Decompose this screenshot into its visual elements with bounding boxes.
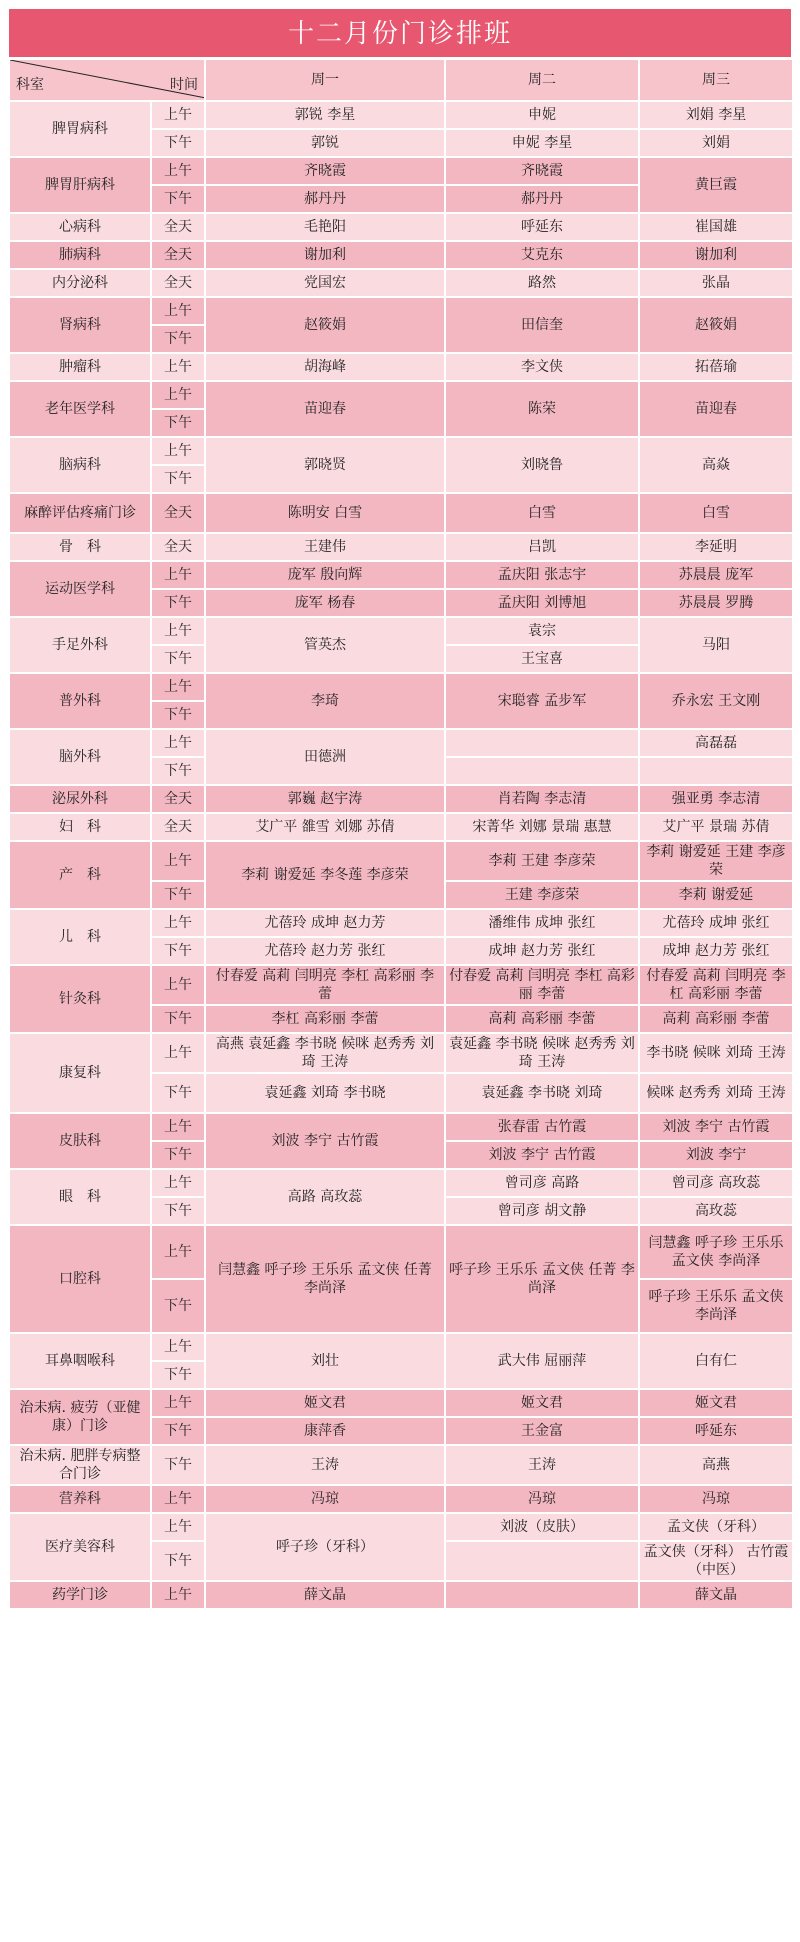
doctor-cell-mon: 尤蓓玲 成坤 赵力芳 <box>205 909 445 937</box>
session-time: 上午 <box>151 101 205 129</box>
table-row <box>9 1113 793 1141</box>
table-row <box>9 617 793 645</box>
doctor-cell-wed: 李莉 谢爱延 王建 李彦荣 <box>639 841 793 881</box>
doctor-cell-mon: 郭锐 李星 <box>205 101 445 129</box>
doctor-cell-mon: 党国宏 <box>205 269 445 297</box>
table-row <box>9 813 793 841</box>
doctor-cell-wed: 白雪 <box>639 493 793 533</box>
doctor-cell-tue: 艾克东 <box>445 241 639 269</box>
header-time-label: 时间 <box>170 77 198 93</box>
department-name: 骨 科 <box>9 533 151 561</box>
doctor-cell-tue <box>445 757 639 785</box>
doctor-cell-mon: 管英杰 <box>205 617 445 673</box>
doctor-cell-wed: 谢加利 <box>639 241 793 269</box>
doctor-cell-wed: 刘娟 <box>639 129 793 157</box>
session-time: 全天 <box>151 785 205 813</box>
department-name: 口腔科 <box>9 1225 151 1333</box>
doctor-cell-mon: 赵筱娟 <box>205 297 445 353</box>
doctor-cell-tue: 王涛 <box>445 1445 639 1485</box>
session-time: 下午 <box>151 1197 205 1225</box>
doctor-cell-tue <box>445 729 639 757</box>
doctor-cell-mon: 苗迎春 <box>205 381 445 437</box>
doctor-cell-mon: 康萍香 <box>205 1417 445 1445</box>
doctor-cell-wed: 马阳 <box>639 617 793 673</box>
session-time: 上午 <box>151 353 205 381</box>
doctor-cell-wed: 刘娟 李星 <box>639 101 793 129</box>
session-time: 下午 <box>151 1417 205 1445</box>
doctor-cell-tue: 冯琼 <box>445 1485 639 1513</box>
doctor-cell-tue: 曾司彦 高路 <box>445 1169 639 1197</box>
session-time: 全天 <box>151 493 205 533</box>
department-name: 麻醉评估疼痛门诊 <box>9 493 151 533</box>
session-time: 上午 <box>151 965 205 1005</box>
table-row <box>9 1033 793 1073</box>
table-row <box>9 1169 793 1197</box>
table-row <box>9 493 793 533</box>
doctor-cell-wed: 李延明 <box>639 533 793 561</box>
department-name: 营养科 <box>9 1485 151 1513</box>
table-row <box>9 157 793 185</box>
table-row <box>9 353 793 381</box>
department-name: 手足外科 <box>9 617 151 673</box>
doctor-cell-mon: 高燕 袁延鑫 李书晓 候咪 赵秀秀 刘琦 王涛 <box>205 1033 445 1073</box>
doctor-cell-mon: 李莉 谢爱延 李冬莲 李彦荣 <box>205 841 445 909</box>
table-row <box>9 909 793 937</box>
doctor-cell-mon: 王建伟 <box>205 533 445 561</box>
table-row <box>9 381 793 409</box>
doctor-cell-tue: 张春雷 古竹霞 <box>445 1113 639 1141</box>
doctor-cell-tue: 李文侠 <box>445 353 639 381</box>
doctor-cell-tue: 成坤 赵力芳 张红 <box>445 937 639 965</box>
doctor-cell-mon: 田德洲 <box>205 729 445 785</box>
doctor-cell-wed: 高焱 <box>639 437 793 493</box>
session-time: 上午 <box>151 1581 205 1609</box>
session-time: 下午 <box>151 1073 205 1113</box>
doctor-cell-tue: 吕凯 <box>445 533 639 561</box>
header-day-tue: 周二 <box>445 59 639 101</box>
department-name: 肾病科 <box>9 297 151 353</box>
doctor-cell-wed: 张晶 <box>639 269 793 297</box>
session-time: 下午 <box>151 589 205 617</box>
doctor-cell-wed: 尤蓓玲 成坤 张红 <box>639 909 793 937</box>
table-row <box>9 241 793 269</box>
session-time: 下午 <box>151 1141 205 1169</box>
doctor-cell-wed: 成坤 赵力芳 张红 <box>639 937 793 965</box>
doctor-cell-wed: 孟文侠（牙科） <box>639 1513 793 1541</box>
schedule-table <box>8 58 794 1610</box>
doctor-cell-tue <box>445 1541 639 1581</box>
table-row <box>9 213 793 241</box>
session-time: 下午 <box>151 1361 205 1389</box>
doctor-cell-tue: 孟庆阳 张志宇 <box>445 561 639 589</box>
department-name: 康复科 <box>9 1033 151 1113</box>
session-time: 上午 <box>151 909 205 937</box>
session-time: 下午 <box>151 757 205 785</box>
doctor-cell-wed: 姬文君 <box>639 1389 793 1417</box>
doctor-cell-wed: 高燕 <box>639 1445 793 1485</box>
doctor-cell-wed: 李莉 谢爱延 <box>639 881 793 909</box>
doctor-cell-mon: 郭锐 <box>205 129 445 157</box>
department-name: 肺病科 <box>9 241 151 269</box>
session-time: 上午 <box>151 561 205 589</box>
doctor-cell-mon: 姬文君 <box>205 1389 445 1417</box>
department-name: 泌尿外科 <box>9 785 151 813</box>
doctor-cell-wed: 呼延东 <box>639 1417 793 1445</box>
table-row <box>9 533 793 561</box>
session-time: 上午 <box>151 617 205 645</box>
session-time: 上午 <box>151 1033 205 1073</box>
doctor-cell-mon: 艾广平 雒雪 刘娜 苏倩 <box>205 813 445 841</box>
doctor-cell-tue: 路然 <box>445 269 639 297</box>
session-time: 上午 <box>151 437 205 465</box>
doctor-cell-tue: 付春爱 高莉 闫明亮 李杠 高彩丽 李蕾 <box>445 965 639 1005</box>
doctor-cell-wed: 高莉 高彩丽 李蕾 <box>639 1005 793 1033</box>
session-time: 全天 <box>151 533 205 561</box>
department-name: 妇 科 <box>9 813 151 841</box>
session-time: 上午 <box>151 1389 205 1417</box>
department-name: 产 科 <box>9 841 151 909</box>
table-row <box>9 1513 793 1541</box>
table-row <box>9 1581 793 1609</box>
doctor-cell-wed: 苗迎春 <box>639 381 793 437</box>
session-time: 上午 <box>151 729 205 757</box>
header-corner <box>9 59 205 101</box>
header-row <box>9 59 793 101</box>
doctor-cell-wed: 刘波 李宁 古竹霞 <box>639 1113 793 1141</box>
department-name: 心病科 <box>9 213 151 241</box>
doctor-cell-tue: 田信奎 <box>445 297 639 353</box>
session-time: 下午 <box>151 129 205 157</box>
table-row <box>9 1225 793 1279</box>
header-day-mon: 周一 <box>205 59 445 101</box>
doctor-cell-wed: 薛文晶 <box>639 1581 793 1609</box>
doctor-cell-mon: 郭晓贤 <box>205 437 445 493</box>
table-row <box>9 297 793 325</box>
session-time: 上午 <box>151 1485 205 1513</box>
table-row <box>9 269 793 297</box>
doctor-cell-tue: 刘晓鲁 <box>445 437 639 493</box>
session-time: 下午 <box>151 701 205 729</box>
doctor-cell-mon: 闫慧鑫 呼子珍 王乐乐 孟文侠 任菁 李尚泽 <box>205 1225 445 1333</box>
doctor-cell-wed: 赵筱娟 <box>639 297 793 353</box>
session-time: 上午 <box>151 381 205 409</box>
doctor-cell-wed: 刘波 李宁 <box>639 1141 793 1169</box>
department-name: 运动医学科 <box>9 561 151 617</box>
doctor-cell-wed: 乔永宏 王文刚 <box>639 673 793 729</box>
table-row <box>9 1445 793 1485</box>
doctor-cell-tue: 呼延东 <box>445 213 639 241</box>
session-time: 上午 <box>151 157 205 185</box>
doctor-cell-wed: 候咪 赵秀秀 刘琦 王涛 <box>639 1073 793 1113</box>
doctor-cell-mon: 郝丹丹 <box>205 185 445 213</box>
table-row <box>9 1333 793 1361</box>
doctor-cell-mon: 胡海峰 <box>205 353 445 381</box>
doctor-cell-wed: 崔国雄 <box>639 213 793 241</box>
doctor-cell-wed: 闫慧鑫 呼子珍 王乐乐 孟文侠 李尚泽 <box>639 1225 793 1279</box>
doctor-cell-tue: 袁延鑫 李书晓 刘琦 <box>445 1073 639 1113</box>
doctor-cell-wed: 强亚勇 李志清 <box>639 785 793 813</box>
doctor-cell-mon: 郭巍 赵宇涛 <box>205 785 445 813</box>
doctor-cell-tue: 李莉 王建 李彦荣 <box>445 841 639 881</box>
doctor-cell-tue: 申妮 <box>445 101 639 129</box>
doctor-cell-tue: 袁延鑫 李书晓 候咪 赵秀秀 刘琦 王涛 <box>445 1033 639 1073</box>
doctor-cell-tue: 申妮 李星 <box>445 129 639 157</box>
table-row <box>9 561 793 589</box>
doctor-cell-wed: 苏晨晨 庞军 <box>639 561 793 589</box>
session-time: 上午 <box>151 841 205 881</box>
doctor-cell-mon: 陈明安 白雪 <box>205 493 445 533</box>
doctor-cell-mon: 毛艳阳 <box>205 213 445 241</box>
session-time: 全天 <box>151 213 205 241</box>
session-time: 下午 <box>151 645 205 673</box>
table-row <box>9 785 793 813</box>
doctor-cell-mon: 袁延鑫 刘琦 李书晓 <box>205 1073 445 1113</box>
doctor-cell-wed: 高磊磊 <box>639 729 793 757</box>
doctor-cell-wed: 艾广平 景瑞 苏倩 <box>639 813 793 841</box>
department-name: 儿 科 <box>9 909 151 965</box>
doctor-cell-mon: 刘壮 <box>205 1333 445 1389</box>
doctor-cell-mon: 高路 高玫蕊 <box>205 1169 445 1225</box>
doctor-cell-mon: 呼子珍（牙科） <box>205 1513 445 1581</box>
session-time: 上午 <box>151 1225 205 1279</box>
department-name: 耳鼻咽喉科 <box>9 1333 151 1389</box>
doctor-cell-tue: 潘维伟 成坤 张红 <box>445 909 639 937</box>
session-time: 下午 <box>151 937 205 965</box>
doctor-cell-tue: 刘波 李宁 古竹霞 <box>445 1141 639 1169</box>
doctor-cell-mon: 谢加利 <box>205 241 445 269</box>
doctor-cell-wed: 曾司彦 高玫蕊 <box>639 1169 793 1197</box>
session-time: 全天 <box>151 269 205 297</box>
doctor-cell-wed: 孟文侠（牙科） 古竹霞（中医） <box>639 1541 793 1581</box>
department-name: 脾胃病科 <box>9 101 151 157</box>
session-time: 上午 <box>151 1113 205 1141</box>
department-name: 脾胃肝病科 <box>9 157 151 213</box>
session-time: 下午 <box>151 1541 205 1581</box>
doctor-cell-mon: 付春爱 高莉 闫明亮 李杠 高彩丽 李蕾 <box>205 965 445 1005</box>
session-time: 下午 <box>151 185 205 213</box>
doctor-cell-mon: 尤蓓玲 赵力芳 张红 <box>205 937 445 965</box>
doctor-cell-mon: 李杠 高彩丽 李蕾 <box>205 1005 445 1033</box>
session-time: 上午 <box>151 673 205 701</box>
doctor-cell-mon: 庞军 殷向辉 <box>205 561 445 589</box>
table-row <box>9 437 793 465</box>
doctor-cell-mon: 薛文晶 <box>205 1581 445 1609</box>
doctor-cell-tue: 白雪 <box>445 493 639 533</box>
doctor-cell-tue: 孟庆阳 刘博旭 <box>445 589 639 617</box>
doctor-cell-tue: 袁宗 <box>445 617 639 645</box>
table-row <box>9 965 793 1005</box>
doctor-cell-tue: 齐晓霞 <box>445 157 639 185</box>
department-name: 脑病科 <box>9 437 151 493</box>
session-time: 下午 <box>151 465 205 493</box>
doctor-cell-mon: 冯琼 <box>205 1485 445 1513</box>
doctor-cell-mon: 王涛 <box>205 1445 445 1485</box>
doctor-cell-tue: 王建 李彦荣 <box>445 881 639 909</box>
doctor-cell-wed: 高玫蕊 <box>639 1197 793 1225</box>
department-name: 药学门诊 <box>9 1581 151 1609</box>
page-title: 十二月份门诊排班 <box>8 8 792 58</box>
department-name: 老年医学科 <box>9 381 151 437</box>
header-day-wed: 周三 <box>639 59 793 101</box>
doctor-cell-tue: 姬文君 <box>445 1389 639 1417</box>
session-time: 下午 <box>151 1445 205 1485</box>
session-time: 下午 <box>151 881 205 909</box>
doctor-cell-tue: 高莉 高彩丽 李蕾 <box>445 1005 639 1033</box>
header-dept-label: 科室 <box>16 77 44 93</box>
department-name: 皮肤科 <box>9 1113 151 1169</box>
department-name: 脑外科 <box>9 729 151 785</box>
department-name: 治未病. 疲劳（亚健康）门诊 <box>9 1389 151 1445</box>
table-row <box>9 1389 793 1417</box>
doctor-cell-tue <box>445 1581 639 1609</box>
doctor-cell-wed: 拓蓓瑜 <box>639 353 793 381</box>
table-row <box>9 1485 793 1513</box>
session-time: 上午 <box>151 1169 205 1197</box>
doctor-cell-tue: 武大伟 屈丽萍 <box>445 1333 639 1389</box>
session-time: 下午 <box>151 409 205 437</box>
session-time: 全天 <box>151 241 205 269</box>
doctor-cell-wed <box>639 757 793 785</box>
table-row <box>9 729 793 757</box>
doctor-cell-tue: 陈荣 <box>445 381 639 437</box>
doctor-cell-tue: 王金富 <box>445 1417 639 1445</box>
doctor-cell-tue: 郝丹丹 <box>445 185 639 213</box>
schedule-sheet <box>8 8 792 1610</box>
doctor-cell-mon: 李琦 <box>205 673 445 729</box>
doctor-cell-tue: 呼子珍 王乐乐 孟文侠 任菁 李尚泽 <box>445 1225 639 1333</box>
session-time: 全天 <box>151 813 205 841</box>
doctor-cell-wed: 李书晓 候咪 刘琦 王涛 <box>639 1033 793 1073</box>
table-row <box>9 673 793 701</box>
doctor-cell-tue: 宋聪睿 孟步军 <box>445 673 639 729</box>
department-name: 眼 科 <box>9 1169 151 1225</box>
doctor-cell-tue: 王宝喜 <box>445 645 639 673</box>
doctor-cell-tue: 曾司彦 胡文静 <box>445 1197 639 1225</box>
doctor-cell-wed: 黄巨霞 <box>639 157 793 213</box>
doctor-cell-tue: 肖若陶 李志清 <box>445 785 639 813</box>
session-time: 下午 <box>151 1279 205 1333</box>
doctor-cell-wed: 冯琼 <box>639 1485 793 1513</box>
session-time: 上午 <box>151 1333 205 1361</box>
doctor-cell-mon: 刘波 李宁 古竹霞 <box>205 1113 445 1169</box>
doctor-cell-tue: 刘波（皮肤） <box>445 1513 639 1541</box>
department-name: 医疗美容科 <box>9 1513 151 1581</box>
session-time: 上午 <box>151 1513 205 1541</box>
table-row <box>9 101 793 129</box>
doctor-cell-wed: 呼子珍 王乐乐 孟文侠 李尚泽 <box>639 1279 793 1333</box>
session-time: 下午 <box>151 325 205 353</box>
doctor-cell-mon: 齐晓霞 <box>205 157 445 185</box>
department-name: 肿瘤科 <box>9 353 151 381</box>
table-row <box>9 841 793 881</box>
department-name: 治未病. 肥胖专病整合门诊 <box>9 1445 151 1485</box>
department-name: 内分泌科 <box>9 269 151 297</box>
doctor-cell-wed: 白有仁 <box>639 1333 793 1389</box>
session-time: 下午 <box>151 1005 205 1033</box>
department-name: 针灸科 <box>9 965 151 1033</box>
doctor-cell-wed: 苏晨晨 罗腾 <box>639 589 793 617</box>
doctor-cell-wed: 付春爱 高莉 闫明亮 李杠 高彩丽 李蕾 <box>639 965 793 1005</box>
department-name: 普外科 <box>9 673 151 729</box>
doctor-cell-tue: 宋菁华 刘娜 景瑞 惠慧 <box>445 813 639 841</box>
session-time: 上午 <box>151 297 205 325</box>
doctor-cell-mon: 庞军 杨春 <box>205 589 445 617</box>
